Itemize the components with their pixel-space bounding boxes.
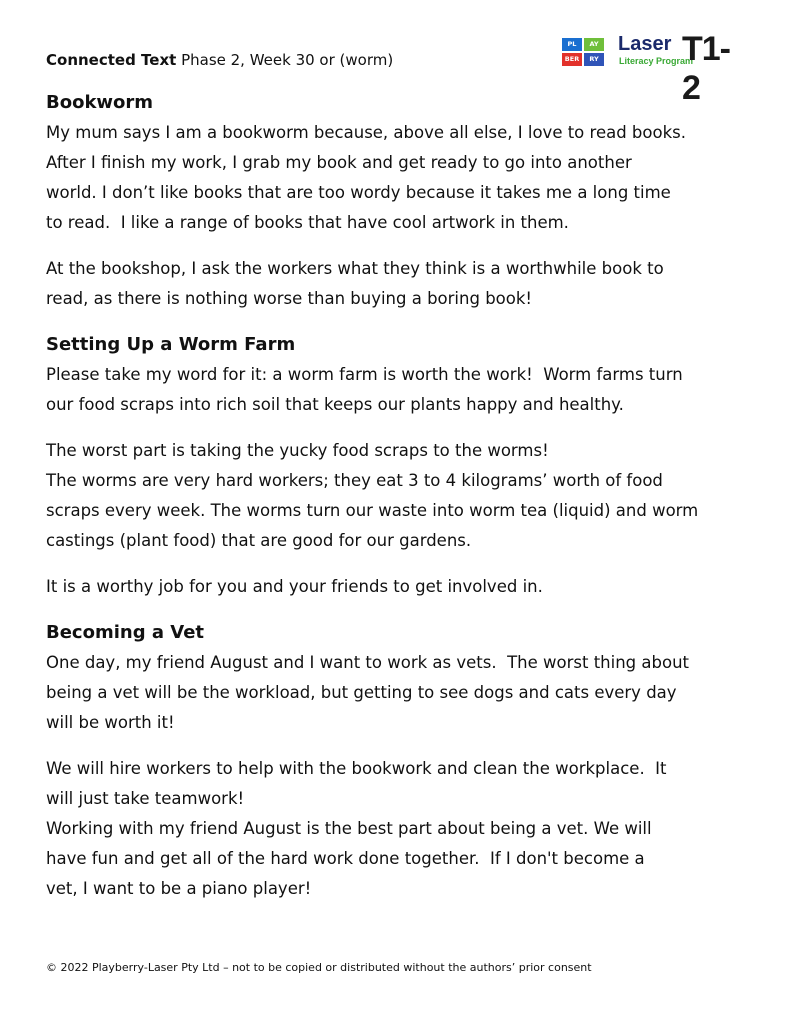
paragraph: Please take my word for it: a worm farm is worth the work! Worm farms turn our food scraps into rich soil that keeps our plants happy and healthy. (46, 365, 683, 414)
document-header (46, 51, 393, 69)
document-body (46, 88, 766, 912)
paragraph: It is a worthy job for you and your friends to get involved in. (46, 577, 543, 596)
section-bookworm (46, 88, 766, 314)
laser-literacy-logo (562, 30, 747, 107)
logo-brand: Laser (618, 33, 672, 55)
section-title: Becoming a Vet (46, 622, 205, 643)
header-phase-week: Phase 2, Week 30 or (worm) (176, 51, 394, 69)
section-title: Bookworm (46, 92, 154, 113)
logo-grid-cell: AY (584, 38, 604, 51)
copyright-footer: © 2022 Playberry-Laser Pty Ltd – not to be copied or distributed without the authors’ prior consent (46, 961, 592, 974)
section-title: Setting Up a Worm Farm (46, 334, 296, 355)
paragraph: The worst part is taking the yucky food scraps to the worms! The worms are very hard workers; they eat 3 to 4 kilograms’ worth of food scraps every week. The worms turn our waste into worm tea (liquid) and worm castings (plant food) that are good for our gardens. (46, 441, 699, 550)
paragraph: At the bookshop, I ask the workers what they think is a worthwhile book to read, as there is nothing worse than buying a boring book! (46, 259, 664, 308)
section-worm-farm (46, 330, 766, 602)
paragraph: My mum says I am a bookworm because, above all else, I love to read books. After I finish my work, I grab my book and get ready to go into another world. I don’t like books that are too wordy because it takes me a long time to read. I like a range of books that have cool artwork in them. (46, 123, 686, 232)
logo-grid-cell: RY (584, 53, 604, 66)
logo-subtitle: Literacy Program (619, 56, 694, 66)
section-becoming-vet (46, 618, 766, 904)
paragraph: One day, my friend August and I want to work as vets. The worst thing about being a vet will be the workload, but getting to see dogs and cats every day will be worth it! (46, 653, 689, 732)
logo-grid-cell: BER (562, 53, 582, 66)
header-label: Connected Text (46, 51, 177, 69)
playberry-grid-icon (562, 38, 606, 68)
paragraph: We will hire workers to help with the bookwork and clean the workplace. It will just take teamwork! Working with my friend August is the best part about being a vet. We will have fun and get all of the hard work done together. If I don't become a vet, I want to be a piano player! (46, 759, 667, 898)
logo-grid-cell: PL (562, 38, 582, 51)
logo-level: T1-2 (682, 30, 730, 107)
